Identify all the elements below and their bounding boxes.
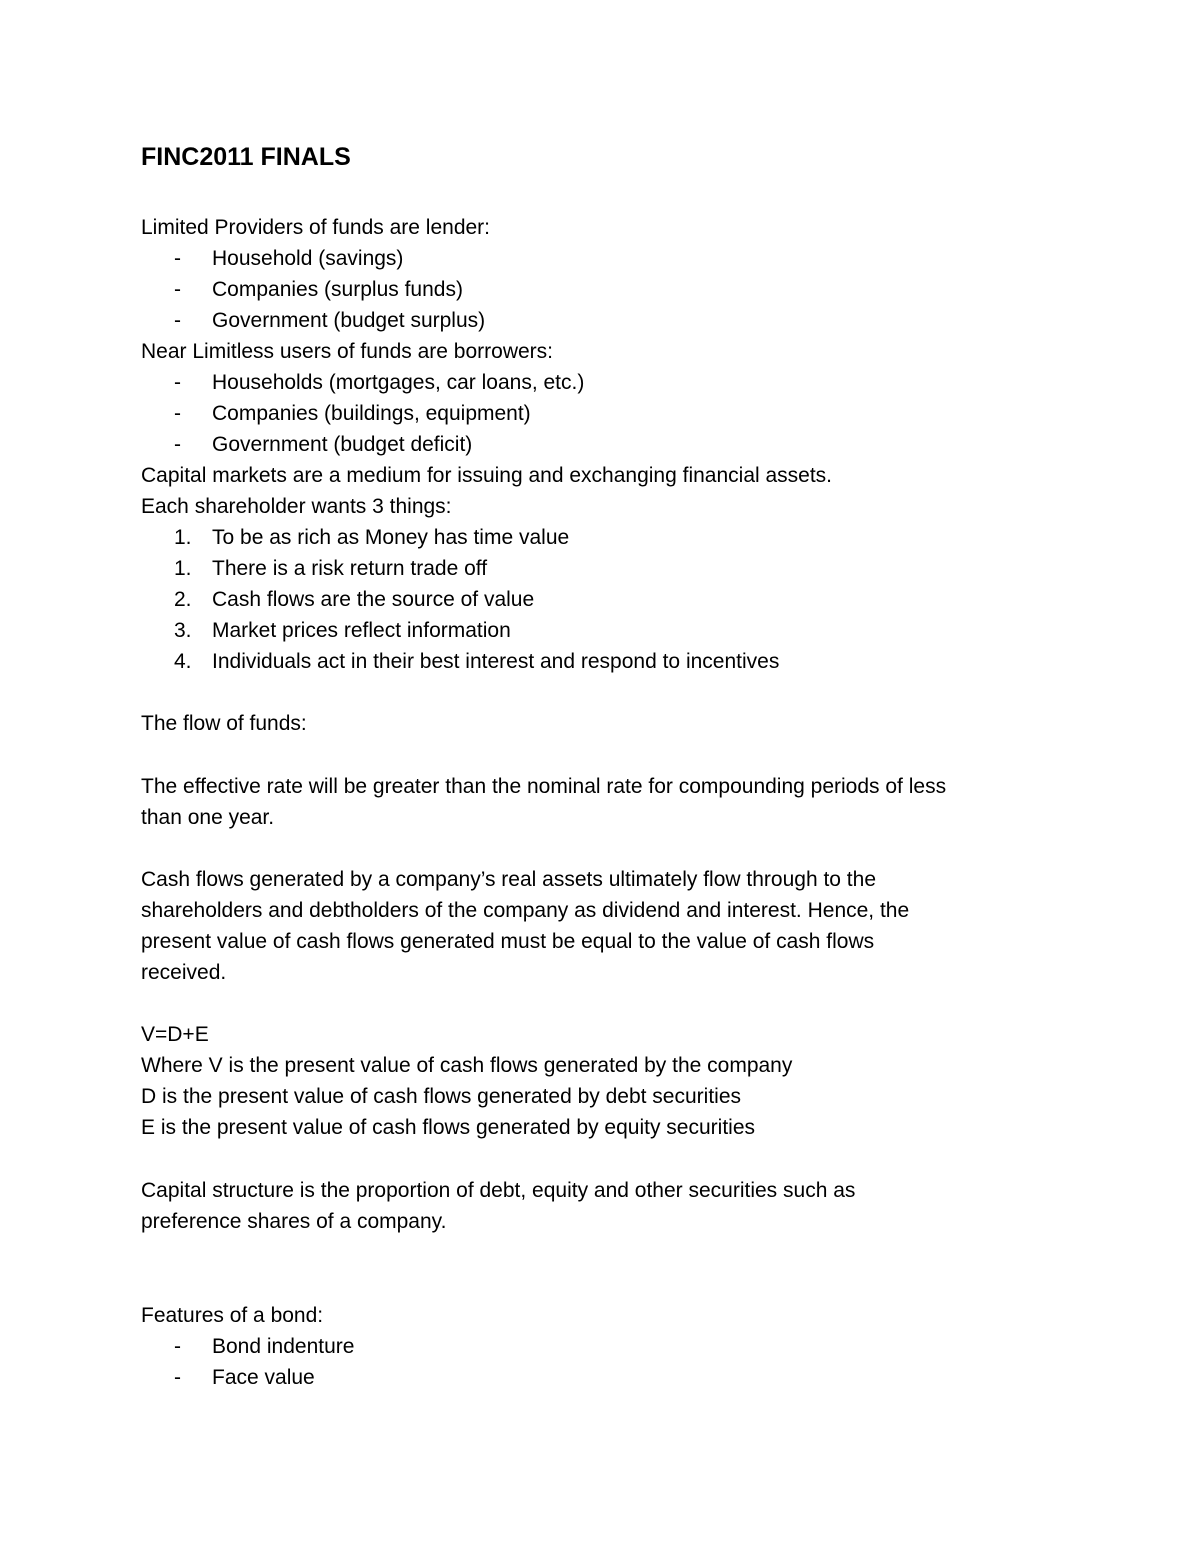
list-item-text: Cash flows are the source of value — [212, 588, 535, 611]
effective-rate-line: The effective rate will be greater than the nominal rate for compounding periods of less — [141, 775, 947, 798]
cash-flows-line: shareholders and debtholders of the company as dividend and interest. Hence, the — [141, 899, 910, 922]
list-marker: 4. — [174, 650, 192, 673]
equation-line: Where V is the present value of cash flows generated by the company — [141, 1054, 793, 1077]
list-item-text: Companies (surplus funds) — [212, 278, 463, 301]
cash-flows-line: received. — [141, 961, 227, 984]
capital-structure-line: preference shares of a company. — [141, 1210, 447, 1233]
providers-heading: Limited Providers of funds are lender: — [141, 216, 491, 239]
list-marker: 1. — [174, 526, 192, 549]
effective-rate-line: than one year. — [141, 806, 275, 829]
equation-line: D is the present value of cash flows generated by debt securities — [141, 1085, 741, 1108]
list-item-text: Market prices reflect information — [212, 619, 511, 642]
cash-flows-line: Cash flows generated by a company’s real assets ultimately flow through to the — [141, 868, 876, 891]
flow-of-funds-heading: The flow of funds: — [141, 712, 307, 735]
list-item-text: There is a risk return trade off — [212, 557, 488, 580]
list-item-text: Households (mortgages, car loans, etc.) — [212, 371, 585, 394]
capital-structure-line: Capital structure is the proportion of debt, equity and other securities such as — [141, 1179, 856, 1202]
bond-heading: Features of a bond: — [141, 1304, 324, 1327]
list-item-text: Government (budget surplus) — [212, 309, 486, 332]
shareholder-heading: Each shareholder wants 3 things: — [141, 495, 452, 518]
list-item-text: Household (savings) — [212, 247, 404, 270]
list-marker: - — [174, 309, 181, 332]
list-item-text: Companies (buildings, equipment) — [212, 402, 531, 425]
list-marker: 1. — [174, 557, 192, 580]
cash-flows-line: present value of cash flows generated must be equal to the value of cash flows — [141, 930, 875, 953]
users-heading: Near Limitless users of funds are borrowers: — [141, 340, 553, 363]
list-item-text: To be as rich as Money has time value — [212, 526, 570, 549]
list-marker: - — [174, 371, 181, 394]
list-marker: - — [174, 402, 181, 425]
list-marker: - — [174, 1335, 181, 1358]
list-item-text: Bond indenture — [212, 1335, 355, 1358]
list-item-text: Individuals act in their best interest and respond to incentives — [212, 650, 780, 673]
list-marker: - — [174, 1366, 181, 1389]
equation: V=D+E — [141, 1023, 209, 1046]
list-marker: 3. — [174, 619, 192, 642]
capital-markets-text: Capital markets are a medium for issuing and exchanging financial assets. — [141, 464, 833, 487]
list-marker: - — [174, 278, 181, 301]
list-item-text: Face value — [212, 1366, 315, 1389]
list-item-text: Government (budget deficit) — [212, 433, 473, 456]
list-marker: - — [174, 433, 181, 456]
document-title: FINC2011 FINALS — [141, 143, 351, 171]
list-marker: - — [174, 247, 181, 270]
list-marker: 2. — [174, 588, 192, 611]
equation-line: E is the present value of cash flows generated by equity securities — [141, 1116, 756, 1139]
